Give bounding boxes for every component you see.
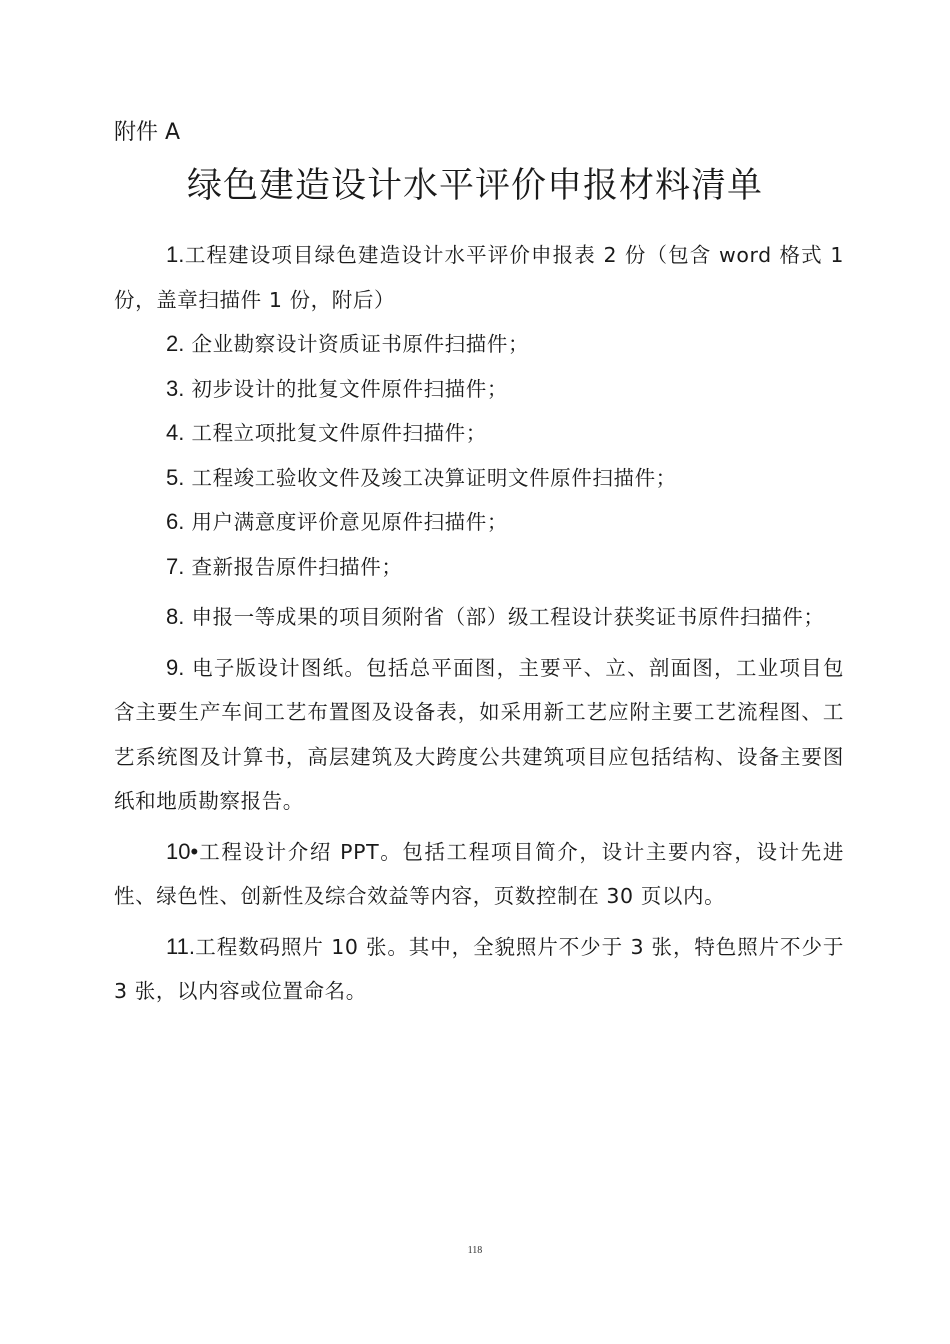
item-text: 工程设计介绍 PPT。包括工程项目简介，设计主要内容，设计先进性、绿色性、创新性及综合效益等内容，页数控制在 30 页以内。 [114, 839, 844, 908]
item-text: 工程立项批复文件原件扫描件； [184, 421, 487, 445]
item-text: 电子版设计图纸。包括总平面图，主要平、立、剖面图，工业项目包含主要生产车间工艺布置图及设备表，如采用新工艺应附主要工艺流程图、工艺系统图及计算书，高层建筑及大跨度公共建筑项目应包括结构、设备主要图纸和地质勘察报告。 [114, 655, 844, 813]
list-item-6 [114, 500, 844, 545]
list-item-10 [114, 830, 844, 919]
item-number: 10• [166, 838, 199, 864]
item-number: 2. [166, 331, 185, 356]
materials-list [114, 233, 844, 1014]
item-text: 申报一等成果的项目须附省（部）级工程设计获奖证书原件扫描件； [184, 605, 825, 629]
document-title: 绿色建造设计水平评价申报材料清单 [186, 166, 763, 206]
list-item-4 [114, 411, 844, 456]
item-number: 1. [166, 242, 185, 267]
item-number: 5. [166, 464, 185, 490]
item-number: 8. [166, 604, 185, 629]
item-text: 查新报告原件扫描件； [184, 554, 403, 579]
item-text: 企业勘察设计资质证书原件扫描件； [184, 332, 530, 356]
list-item-1 [114, 233, 844, 322]
item-number: 11. [166, 933, 195, 959]
item-number: 3. [166, 375, 185, 401]
item-text: 工程竣工验收文件及竣工决算证明文件原件扫描件； [184, 465, 677, 490]
item-text: 用户满意度评价意见原件扫描件； [184, 510, 508, 534]
item-text: 工程数码照片 10 张。其中，全貌照片不少于 3 张，特色照片不少于 3 张，以内容或位置命名。 [114, 934, 844, 1003]
list-item-5 [114, 456, 844, 501]
item-text: 初步设计的批复文件原件扫描件； [184, 376, 508, 401]
item-number: 9. [166, 654, 185, 680]
item-text: 工程建设项目绿色建造设计水平评价申报表 2 份（包含 word 格式 1 份，盖章扫描件 1 份，附后） [114, 243, 844, 312]
list-item-9 [114, 646, 844, 824]
item-number: 6. [166, 509, 185, 534]
item-number: 4. [166, 420, 185, 445]
item-number: 7. [166, 553, 185, 579]
list-item-8 [114, 595, 844, 640]
list-item-3 [114, 367, 844, 412]
list-item-7 [114, 545, 844, 590]
list-item-2 [114, 322, 844, 367]
list-item-11 [114, 925, 844, 1014]
page-number: 118 [467, 1245, 483, 1256]
attachment-label: 附件 A [114, 120, 181, 145]
